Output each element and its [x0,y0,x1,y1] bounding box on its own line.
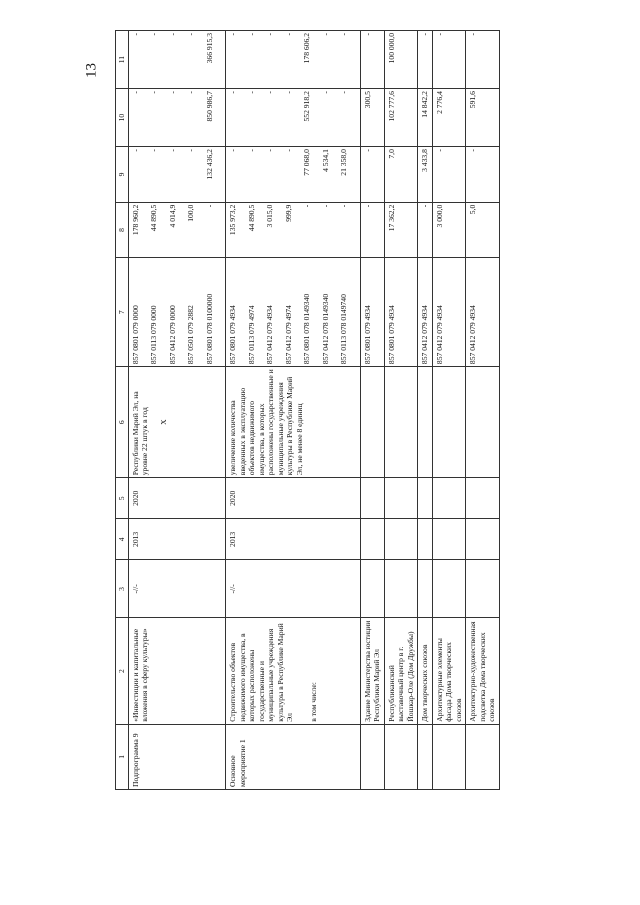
amount-col9: 7,0 [384,147,417,203]
table-row-item [418,31,432,790]
expected-result: увеличение количества введенных в эксплуатацию объектов недвижимого имущества, в которых расположены государственные и муниципальные учреждения культуры в Республике Марий Эл, не менее 8 единиц [226,367,360,478]
subprogram-title: Подпрограмма 9 [129,724,226,789]
amount-col8: 17 362,2 [384,202,417,258]
start-year: 2013 [226,519,360,560]
amount-col10: 300,5 [360,89,384,147]
table-row-item [466,31,499,790]
amount-col8: 3 000,0 [432,202,465,258]
end-year: 2020 [129,478,226,519]
column-number-row [116,31,129,790]
budget-table-container [115,30,625,790]
column-header: 8 [116,202,129,258]
amount-col9: 3 433,8 [418,147,432,203]
subprogram-name: «Инвестиции и капитальные вложения в сферу культуры» [129,618,226,724]
column-header: 7 [116,258,129,367]
item-name: Здание Министерства юстиции Республики Марий Эл [360,618,384,724]
event-title: Основное мероприятие 1 [226,724,360,789]
amount-col10: 14 842,2 [418,89,432,147]
amount-col11: - - - - 178 606,2 - - [226,31,360,89]
amount-col9: - - - - 132 436,2 [129,147,226,203]
column-header: 1 [116,724,129,789]
amount-col9: - [432,147,465,203]
amount-col11: - [432,31,465,89]
end-year: 2020 [226,478,360,519]
amount-col10: - - - - 850 986,7 [129,89,226,147]
item-code: 857 0801 079 4934 [360,258,384,367]
column-header: 9 [116,147,129,203]
column-header: 4 [116,519,129,560]
column-header: 2 [116,618,129,724]
amount-col8: 135 973,2 44 890,5 3 015,0 999,9 - - - [226,202,360,258]
item-code: 857 0412 079 4934 [432,258,465,367]
page-number: 13 [83,63,100,78]
amount-col10: 2 776,4 [432,89,465,147]
amount-col8: - [418,202,432,258]
amount-col9: - - - - 77 068,0 4 534,1 21 358,0 [226,147,360,203]
budget-codes: 857 0801 079 0000 857 0113 079 0000 857 0412 079 0000 857 0501 079 2882 857 0801 078 0100000 [129,258,226,367]
amount-col10: 102 777,6 [384,89,417,147]
amount-col11: - [466,31,499,89]
amount-col8: - [360,202,384,258]
item-code: 857 0412 079 4934 [418,258,432,367]
amount-col9: - [360,147,384,203]
event-name: Строительство объектов недвижимого имущества, в которых расположены государственные и муниципальные учреждения культуры в Республике Марий Эл в том числе: [226,618,360,724]
executor-cell: -//- [129,560,226,618]
amount-col10: 591,6 [466,89,499,147]
table-row-item [384,31,417,790]
item-name: Архитектурные элементы фасада Дома творческих союзов [432,618,465,724]
amount-col11: 100 000,0 [384,31,417,89]
table-row-item [432,31,465,790]
expected-result: Республики Марий Эл, на уровне 22 штук в год X [129,367,226,478]
amount-col8: 178 960,2 44 890,5 4 014,9 100,0 - [129,202,226,258]
item-name: Дом творческих союзов [418,618,432,724]
table-row-main-event-1 [226,31,360,790]
column-header: 11 [116,31,129,89]
item-name: Республиканский выставочный центр в г. Йошкар-Оле (Дом Дружбы) [384,618,417,724]
budget-table [115,30,500,790]
start-year: 2013 [129,519,226,560]
including-label: в том числе: [308,682,318,722]
amount-col9: - [466,147,499,203]
executor-cell: -//- [226,560,360,618]
column-header: 6 [116,367,129,478]
amount-col8: 5,0 [466,202,499,258]
column-header: 10 [116,89,129,147]
item-code: 857 0412 079 4934 [466,258,499,367]
column-header: 5 [116,478,129,519]
amount-col10: - - - - 552 918,2 - - [226,89,360,147]
budget-codes: 857 0801 079 4934 857 0113 079 4974 857 0412 079 4934 857 0412 079 4974 857 0801 078 0149340 857 0412 078 0149340 857 0113 078 0149740 [226,258,360,367]
amount-col11: - [360,31,384,89]
column-header: 3 [116,560,129,618]
item-name: Архитектурно-художественная подсветка Дома творческих союзов [466,618,499,724]
amount-col11: - [418,31,432,89]
table-row-item [360,31,384,790]
item-code: 857 0801 079 4934 [384,258,417,367]
amount-col11: - - - - 366 915,3 [129,31,226,89]
table-row-subprogram-9 [129,31,226,790]
